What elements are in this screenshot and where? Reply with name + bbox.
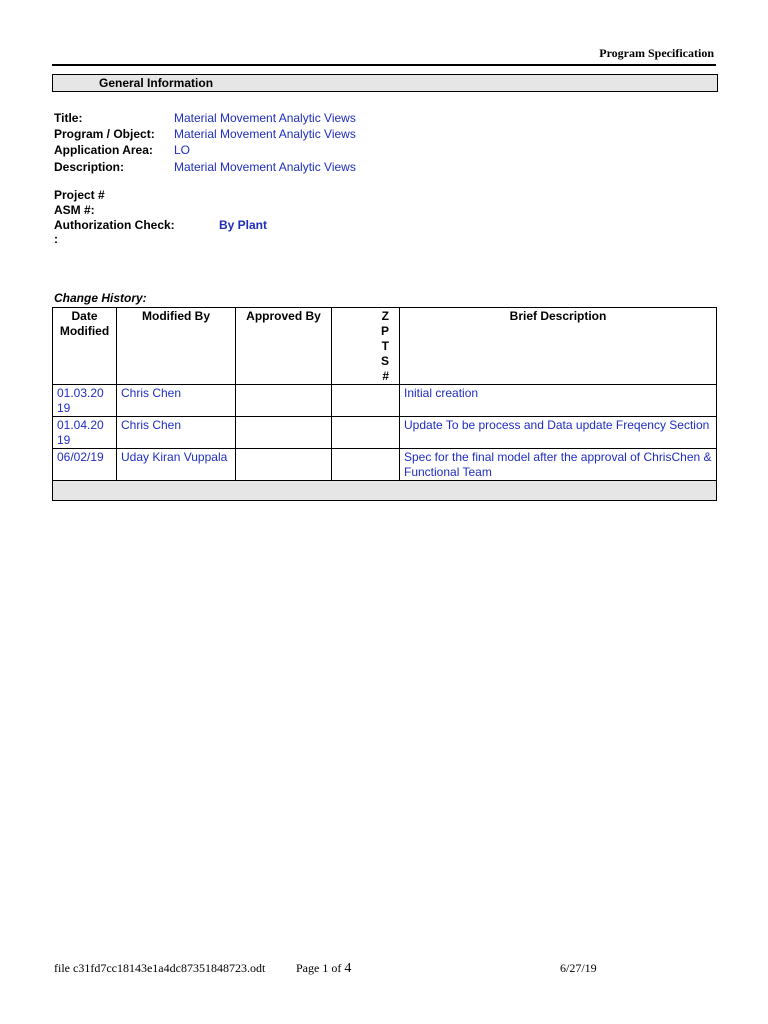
footer-page-number — [296, 961, 351, 977]
page-prefix: Page 1 of — [296, 961, 342, 975]
authorization-check-value: By Plant — [219, 218, 268, 232]
modified-by-cell: Chris Chen — [117, 417, 236, 449]
modified-by-header: Modified By — [117, 308, 236, 385]
zpts-cell — [332, 449, 400, 481]
modified-by-cell: Chris Chen — [117, 385, 236, 417]
modified-by-cell: Uday Kiran Vuppala — [117, 449, 236, 481]
approved-by-cell — [236, 385, 332, 417]
application-area-label: Application Area: — [54, 143, 153, 157]
change-history-title: Change History: — [54, 291, 147, 305]
table-row — [53, 385, 717, 417]
brief-description-header: Brief Description — [400, 308, 717, 385]
document-type-header: Program Specification — [599, 46, 714, 60]
asm-label: ASM #: — [54, 203, 95, 217]
brief-description-cell: Spec for the final model after the approval of ChrisChen & Functional Team — [400, 449, 717, 481]
approved-by-header: Approved By — [236, 308, 332, 385]
footer-date: 6/27/19 — [560, 961, 597, 975]
zpts-letter: P — [380, 324, 389, 338]
change-history-table — [52, 307, 717, 501]
date-cell — [53, 449, 117, 481]
brief-description-cell: Update To be process and Data update Freqency Section — [400, 417, 717, 449]
date-line1: 01.04.20 — [57, 418, 104, 432]
zpts-letter: S — [380, 354, 389, 368]
table-footer-row — [53, 481, 717, 501]
header-rule — [52, 64, 716, 66]
zpts-letter: Z — [381, 309, 389, 323]
title-value: Material Movement Analytic Views — [174, 111, 356, 125]
zpts-letter: T — [381, 339, 389, 353]
date-header-line2: Modified — [59, 324, 110, 338]
date-cell — [53, 385, 117, 417]
date-line1: 06/02/19 — [57, 450, 104, 464]
approved-by-cell — [236, 449, 332, 481]
table-row — [53, 417, 717, 449]
date-line2: 19 — [57, 433, 71, 447]
authorization-colon: : — [54, 232, 58, 246]
project-label: Project # — [54, 188, 105, 202]
table-row — [53, 449, 717, 481]
page-total: 4 — [344, 961, 352, 976]
zpts-letter: # — [382, 369, 389, 383]
zpts-cell — [332, 385, 400, 417]
footer-filename: file c31fd7cc18143e1a4dc87351848723.odt — [54, 961, 266, 975]
date-header-line1: Date — [71, 309, 98, 323]
date-line1: 01.03.20 — [57, 386, 104, 400]
approved-by-cell — [236, 417, 332, 449]
date-line2: 19 — [57, 401, 71, 415]
table-footer-cell — [53, 481, 717, 501]
authorization-check-label: Authorization Check: — [54, 218, 175, 232]
application-area-value: LO — [174, 143, 191, 157]
change-history-header-row — [53, 308, 717, 385]
general-information-bar: General Information — [52, 74, 718, 92]
description-label: Description: — [54, 160, 125, 174]
description-value: Material Movement Analytic Views — [174, 160, 356, 174]
title-label: Title: — [54, 111, 83, 125]
zpts-header — [332, 308, 400, 385]
date-modified-header — [53, 308, 117, 385]
brief-description-cell: Initial creation — [400, 385, 717, 417]
program-value: Material Movement Analytic Views — [174, 127, 356, 141]
program-label: Program / Object: — [54, 127, 155, 141]
zpts-cell — [332, 417, 400, 449]
date-cell — [53, 417, 117, 449]
